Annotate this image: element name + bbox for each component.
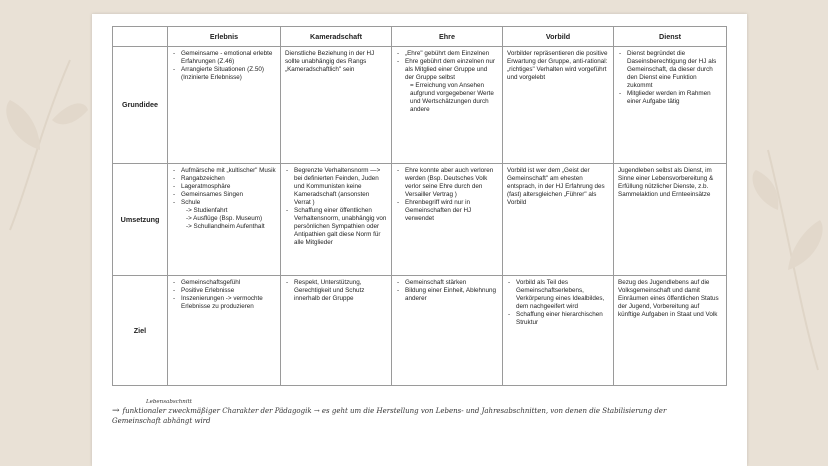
table-cell bbox=[168, 164, 281, 276]
list-item: - Ehrenbegriff wird nur in Gemeinschaften der HJ verwendet bbox=[396, 199, 498, 223]
bullet-list bbox=[172, 167, 276, 231]
document-page bbox=[92, 14, 747, 466]
table-cell bbox=[614, 47, 727, 164]
list-item: - Gemeinschaftsgefühl bbox=[172, 279, 276, 287]
table-cell bbox=[614, 164, 727, 276]
handwritten-text: funktionaler zweckmäßiger Charakter der Pädagogik → es geht um die Herstellung von Lebens- und Jahresabschnitten, von denen die Stabilisierung der bbox=[122, 407, 667, 415]
bullet-list bbox=[396, 279, 498, 303]
table-cell bbox=[168, 276, 281, 386]
table-cell bbox=[281, 47, 392, 164]
list-item: - Mitglieder werden im Rahmen einer Aufgabe tätig bbox=[618, 90, 722, 106]
list-item: - Vorbild als Teil des Gemeinschaftserlebens, Verkörperung eines Idealbildes, dem nachgeeifert wird bbox=[507, 279, 609, 311]
table-row bbox=[113, 276, 727, 386]
leaf-decoration-left-icon bbox=[0, 40, 90, 240]
leaf-decoration-right-icon bbox=[748, 120, 828, 380]
table-header-row bbox=[113, 27, 727, 47]
row-header: Umsetzung bbox=[113, 164, 168, 276]
cell-text: Bezug des Jugendlebens auf die Volksgemeinschaft und damit Einräumen eines öffentlichen Status der Jugend, Vorbereitung auf künftige Aufgaben in Staat und Volk bbox=[618, 279, 719, 318]
column-header-erlebnis: Erlebnis bbox=[168, 27, 281, 47]
table-cell bbox=[392, 47, 503, 164]
handwritten-insertion: Lebensabschnitt bbox=[146, 399, 193, 405]
list-item: - Positive Erlebnisse bbox=[172, 287, 276, 295]
cell-text: Vorbild ist wer dem „Geist der Gemeinschaft" am ehesten entsprach, in der HJ Erfahrung des (fast) altersgleichen „Führer" als Vorbild bbox=[507, 167, 605, 206]
row-header: Ziel bbox=[113, 276, 168, 386]
list-item: - Schaffung einer öffentlichen Verhaltensnorm, unabhängig von persönlichen Sympathien oder Antipathien galt diese Norm für alle Mitglieder bbox=[285, 207, 387, 247]
list-item: - Bildung einer Einheit, Ablehnung anderer bbox=[396, 287, 498, 303]
list-item: - Arrangierte Situationen (Z.50) (Inzinierte Erlebnisse) bbox=[172, 66, 276, 82]
column-header-ehre: Ehre bbox=[392, 27, 503, 47]
list-item: - Aufmärsche mit „kultischer" Musik bbox=[172, 167, 276, 175]
list-item: - Dienst begründet die Daseinsberechtigung der HJ als Gemeinschaft, da dieser durch den Dienst eine Funktion zukommt bbox=[618, 50, 722, 90]
table-cell bbox=[392, 164, 503, 276]
list-item: - Gemeinsames Singen bbox=[172, 191, 276, 199]
handwritten-text: Gemeinschaft abhängt wird bbox=[112, 417, 211, 425]
table-row bbox=[113, 47, 727, 164]
table-cell bbox=[614, 276, 727, 386]
column-header-dienst: Dienst bbox=[614, 27, 727, 47]
list-item: - Schaffung einer hierarchischen Struktur bbox=[507, 311, 609, 327]
list-item: - Inszenierungen -> vermochte Erlebnisse zu produzieren bbox=[172, 295, 276, 311]
bullet-list bbox=[396, 167, 498, 223]
column-header-vorbild: Vorbild bbox=[503, 27, 614, 47]
table-cell bbox=[392, 276, 503, 386]
list-item: = Erreichung von Ansehen aufgrund vorgegebener Werte und Wertschätzungen durch andere bbox=[410, 82, 494, 113]
table-row bbox=[113, 164, 727, 276]
list-item: - Begrenzte Verhaltensnorm —> bei definierten Feinden, Juden und Kommunisten keine Kameradschaft (ansonsten Verrat ) bbox=[285, 167, 387, 207]
table-cell bbox=[503, 47, 614, 164]
handwritten-line bbox=[112, 406, 732, 416]
bullet-list bbox=[285, 167, 387, 247]
list-item: - Rangabzeichen bbox=[172, 175, 276, 183]
cell-text: Jugendleben selbst als Dienst, im Sinne einer Lebensvorbereitung & Erfüllung nützlicher Dienste, z.b. Sammelaktion und Ernteeinsätze bbox=[618, 167, 714, 198]
list-item: - Respekt, Unterstützung, Gerechtigkeit und Schutz innerhalb der Gruppe bbox=[285, 279, 387, 303]
bullet-list bbox=[396, 50, 498, 114]
cell-text: Vorbilder repräsentieren die positive Erwartung der Gruppe, anti-rational: „richtiges" Verhalten wird vorgeführt und vorgelebt bbox=[507, 50, 608, 81]
list-item: - Gemeinschaft stärken bbox=[396, 279, 498, 287]
comparison-table bbox=[112, 26, 727, 386]
list-item: - Lageratmosphäre bbox=[172, 183, 276, 191]
cell-text: Dienstliche Beziehung in der HJ sollte unabhängig des Rangs „Kameradschaftlich" sein bbox=[285, 50, 375, 73]
list-item: - Gemeinsame - emotional erlebte Erfahrungen (Z.46) bbox=[172, 50, 276, 66]
table-cell bbox=[281, 276, 392, 386]
list-item: - Schule bbox=[172, 199, 276, 207]
bullet-list bbox=[172, 279, 276, 311]
handwritten-note bbox=[112, 399, 732, 426]
table-cell bbox=[503, 164, 614, 276]
list-item: -> Schullandheim Aufenthalt bbox=[186, 223, 265, 230]
list-item: -> Ausflüge (Bsp. Museum) bbox=[186, 215, 263, 222]
bullet-list bbox=[172, 50, 276, 82]
table-cell bbox=[168, 47, 281, 164]
table-cell bbox=[281, 164, 392, 276]
table-cell bbox=[503, 276, 614, 386]
arrow-icon: → bbox=[112, 406, 120, 416]
list-item: - „Ehre" gebührt dem Einzelnen bbox=[396, 50, 498, 58]
bullet-list bbox=[618, 50, 722, 106]
bullet-list bbox=[507, 279, 609, 327]
row-header: Grundidee bbox=[113, 47, 168, 164]
column-header-kameradschaft: Kameradschaft bbox=[281, 27, 392, 47]
bullet-list bbox=[285, 279, 387, 303]
handwritten-line bbox=[112, 416, 732, 426]
list-item: - Ehre konnte aber auch verloren werden (Bsp. Deutsches Volk verlor seine Ehre durch den Versailler Vertrag ) bbox=[396, 167, 498, 199]
list-item: -> Studienfahrt bbox=[186, 207, 228, 214]
column-header bbox=[113, 27, 168, 47]
list-item: - Ehre gebührt dem einzelnen nur als Mitglied einer Gruppe und der Gruppe selbst bbox=[396, 58, 498, 82]
